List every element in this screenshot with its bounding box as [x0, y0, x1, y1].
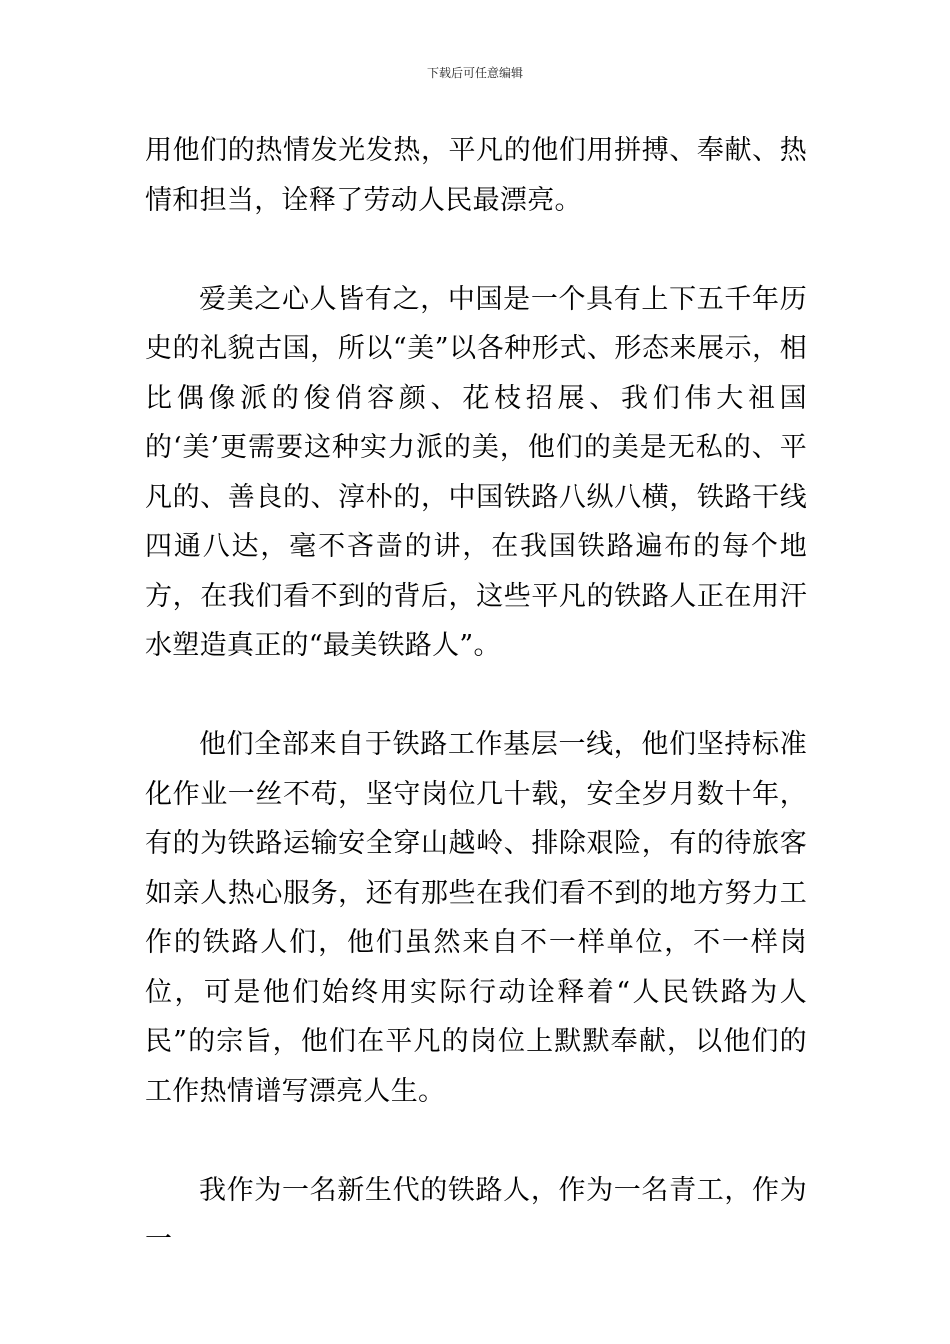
paragraph-gap	[145, 1116, 807, 1166]
page-header: 下载后可任意编辑	[426, 66, 523, 80]
paragraph-gap	[145, 671, 807, 721]
paragraph-1: 用他们的热情发光发热，平凡的他们用拼搏、奉献、热情和担当，诠释了劳动人民最漂亮。	[145, 135, 807, 216]
paragraph-2: 爱美之心人皆有之，中国是一个具有上下五千年历史的礼貌古国，所以“美”以各种形式、形态来展示，相比偶像派的俊俏容颜、花枝招展、我们伟大祖国的‘美’更需要这种实力派的美，他们的美是无私的、平凡的、善良的、淳朴的，中国铁路八纵八横，铁路干线四通八达，毫不吝啬的讲，在我国铁路遍布的每个地方，在我们看不到的背后，这些平凡的铁路人正在用汗水塑造真正的“最美铁路人”。	[145, 283, 807, 661]
paragraph-4: 我作为一名新生代的铁路人，作为一名青工，作为一	[145, 1174, 807, 1255]
paragraph-gap	[145, 225, 807, 275]
document-body	[145, 126, 807, 1265]
paragraph-3: 他们全部来自于铁路工作基层一线，他们坚持标准化作业一丝不苟，坚守岗位几十载，安全岁月数十年，有的为铁路运输安全穿山越岭、排除艰险，有的待旅客如亲人热心服务，还有那些在我们看不到的地方努力工作的铁路人们，他们虽然来自不一样单位，不一样岗位，可是他们始终用实际行动诠释着“人民铁路为人民”的宗旨，他们在平凡的岗位上默默奉献，以他们的工作热情谱写漂亮人生。	[145, 729, 807, 1107]
